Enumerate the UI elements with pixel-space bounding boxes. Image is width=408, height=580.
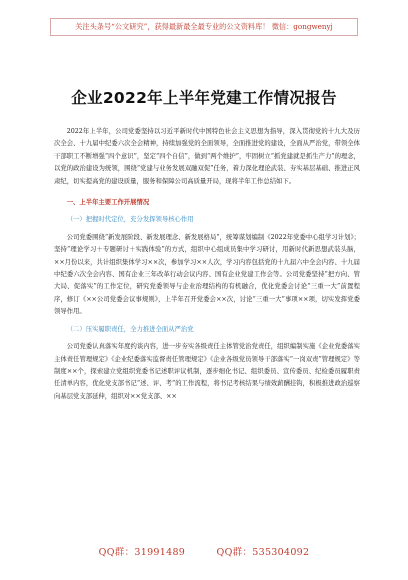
subsection-heading-1: （一）把握时代定位，充分发挥领导核心作用 bbox=[66, 216, 194, 224]
footer bbox=[0, 544, 408, 558]
footer-qq-group-1: QQ群：31991489 bbox=[98, 547, 186, 558]
header-banner: 关注头条号“公文研究”，获得最新最全最专业的公文资料库！ 微信：gongwenyj bbox=[50, 18, 358, 36]
footer-qq-group-2: QQ群：535304092 bbox=[216, 547, 310, 558]
intro-paragraph: 2022年上半年，公司党委坚持以习近平新时代中国特色社会主义思想为指导，深入贯彻党的十九大及历次全会、十九届中纪委六次全会精神，持续加强党的全面领导，全面推进党的建设，全面从严治党，带领全体干部职工不断增强“四个意识”，坚定“四个自信”，做到“两个维护”，牢固树立“抓党建就是抓生产力”的理念，以党的政治建设为统领，围绕“党建与业务发展双融双促”任务，着力深化理论武装、夯实基层基础、推进正风肃纪，切实提高党的建设质量，服务和保障公司高质量开局，现将半年工作总结如下。 bbox=[54, 128, 360, 185]
document-body bbox=[54, 126, 360, 403]
document-title: 企业2022年上半年党建工作情况报告 bbox=[71, 89, 337, 107]
subsection-heading-2: （二）压实履职责任，全力推进全面从严治党 bbox=[66, 325, 194, 333]
section-heading: 一、上半年主要工作开展情况 bbox=[66, 199, 150, 207]
subsection-paragraph-1: 公司党委围绕“新发展阶段、新发展理念、新发展格局”，统筹谋划编制《2022年党委中心组学习计划》；坚持“理论学习＋专题研讨＋实践体验”的方式，组织中心组成员集中学习研讨，用新时代新思想武装头脑，××月份以来，共计组织集体学习××次，参加学习××人次，学习内容包括党的十九届六中全会内容、十九届中纪委六次全会内容、国有企业三年改革行动会议内容、国有企业党建工作会等。公司党委坚持“把方向、管大局、促落实”的工作定位，研究党委领导与企业治理结构的有机融合，优化党委会讨论“三重一大”前置程序，修订《××公司党委会议事规则》，上半年召开党委会××次，讨论“三重一大”事项××项，切实发挥党委领导作用。 bbox=[54, 233, 360, 316]
subsection-paragraph-2: 公司党委认真落实年度约谈内容，进一步夯实各级责任主体管党治党责任，组织编制实施《企业党委落实主体责任管理规定》《企业纪委落实监督责任管理规定》《企业各级党员领导干部落实“一岗双责”管理规定》等制度××个，探索建立党组织党委书记述职评议机制，逐步细化书记、组织委员、宣传委员、纪检委员履职责任清单内容，优化党支部书记“述、评、考”的工作流程，将书记考核结果与绩效薪酬挂钩，积极推进政治巡察向基层党支部延伸，组织对××党支部、×× bbox=[54, 343, 360, 400]
